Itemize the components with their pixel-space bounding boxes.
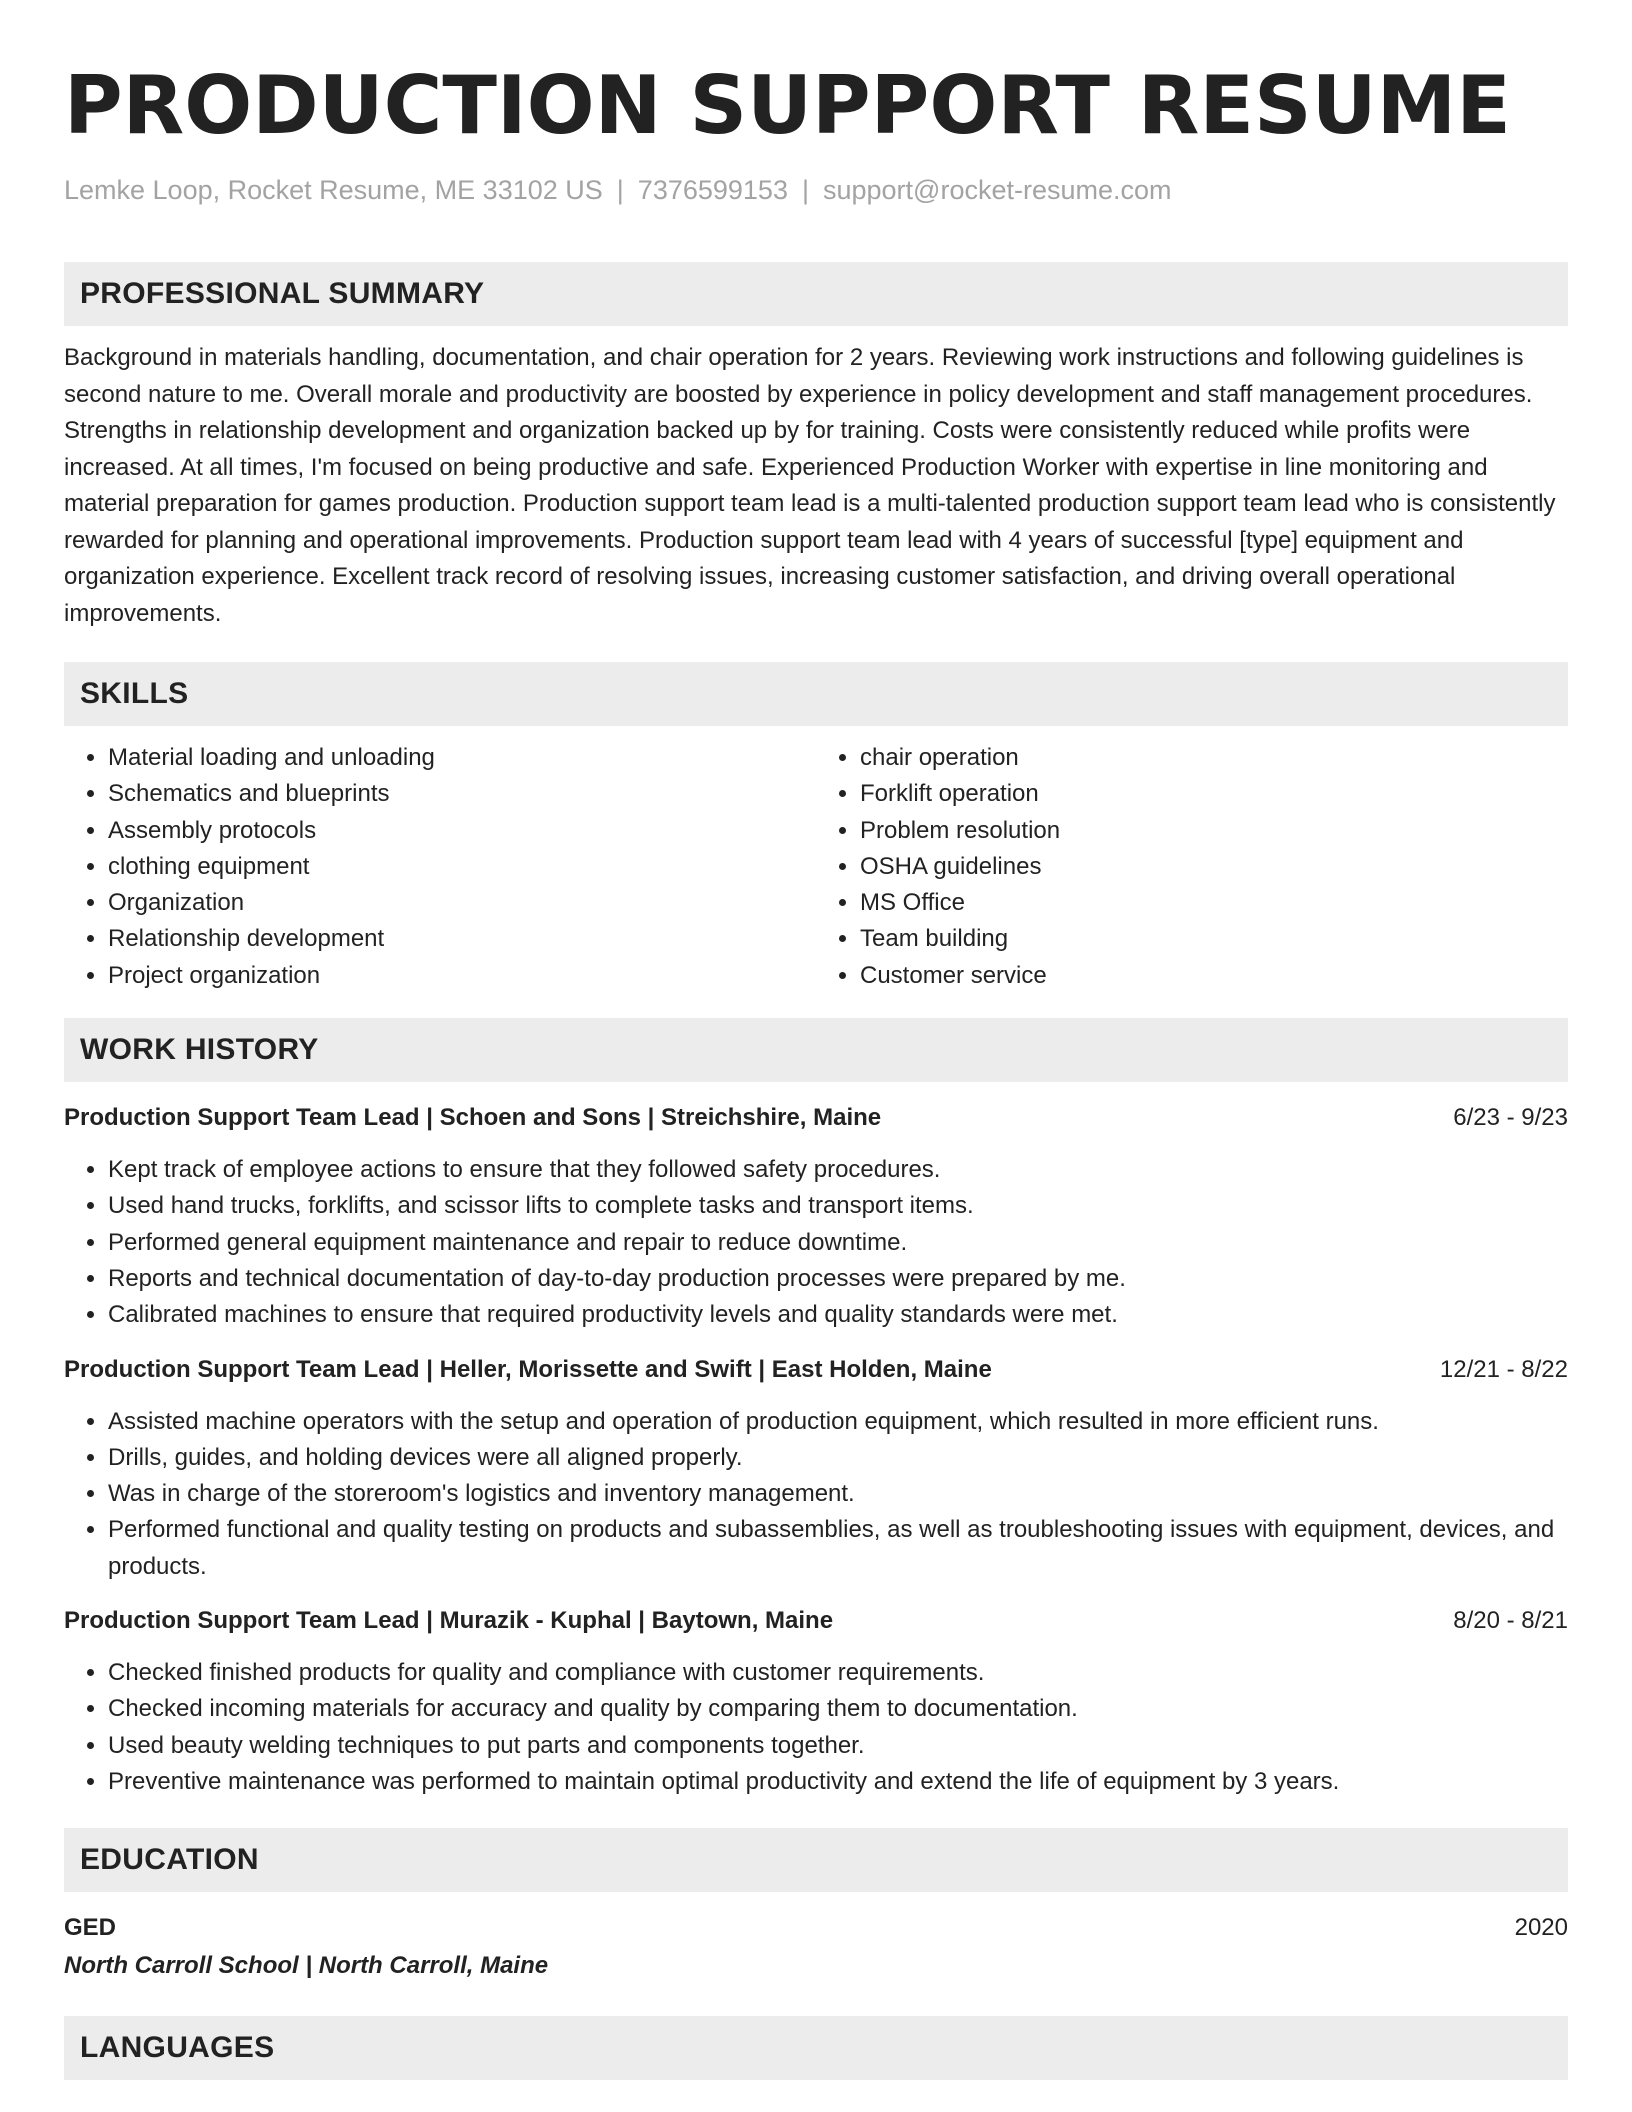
skill-item: • Schematics and blueprints <box>108 776 816 812</box>
contact-separator: | <box>801 175 809 205</box>
skill-item: • Material loading and unloading <box>108 740 816 776</box>
duty-item: • Was in charge of the storeroom's logistics and inventory management. <box>108 1476 1568 1512</box>
section-heading-education: EDUCATION <box>64 1828 1568 1892</box>
duty-item: • Calibrated machines to ensure that required productivity levels and quality standards were met. <box>108 1297 1568 1333</box>
duty-item: • Kept track of employee actions to ensure that they followed safety procedures. <box>108 1152 1568 1188</box>
section-heading-skills: SKILLS <box>64 662 1568 726</box>
skill-item: • Project organization <box>108 958 816 994</box>
skill-item: • MS Office <box>860 885 1568 921</box>
skill-item: • Problem resolution <box>860 813 1568 849</box>
duty-item: • Checked finished products for quality and compliance with customer requirements. <box>108 1655 1568 1691</box>
job-heading: Production Support Team Lead | Murazik - Kuphal | Baytown, Maine <box>64 1607 834 1635</box>
job-header <box>64 1352 1568 1388</box>
section-heading-work-history: WORK HISTORY <box>64 1018 1568 1082</box>
job-header <box>64 1100 1568 1136</box>
skills-column-right <box>816 740 1568 994</box>
job-duties <box>64 1655 1568 1800</box>
contact-separator: | <box>616 175 624 205</box>
resume-title: PRODUCTION SUPPORT RESUME <box>64 59 1511 152</box>
education-degree: GED <box>64 1914 117 1942</box>
contact-address: Lemke Loop, Rocket Resume, ME 33102 US <box>64 175 603 205</box>
contact-phone: 7376599153 <box>637 175 788 205</box>
skill-item: • OSHA guidelines <box>860 849 1568 885</box>
duty-item: • Reports and technical documentation of day-to-day production processes were prepared by me. <box>108 1261 1568 1297</box>
job-dates: 8/20 - 8/21 <box>1453 1607 1568 1635</box>
skill-item: • Assembly protocols <box>108 813 816 849</box>
duty-item: • Checked incoming materials for accuracy and quality by comparing them to documentation. <box>108 1691 1568 1727</box>
duty-item: • Used hand trucks, forklifts, and scissor lifts to complete tasks and transport items. <box>108 1188 1568 1224</box>
skill-item: • Team building <box>860 921 1568 957</box>
job-dates: 12/21 - 8/22 <box>1439 1355 1568 1383</box>
skill-item: • Relationship development <box>108 921 816 957</box>
skills-column-left <box>64 740 816 994</box>
job-dates: 6/23 - 9/23 <box>1453 1104 1568 1132</box>
section-heading-summary: PROFESSIONAL SUMMARY <box>64 262 1568 326</box>
skill-item: • chair operation <box>860 740 1568 776</box>
skill-item: • Customer service <box>860 958 1568 994</box>
job-duties <box>64 1152 1568 1333</box>
duty-item: • Performed functional and quality testing on products and subassemblies, as well as troubleshooting issues with equipment, devices, and products. <box>108 1512 1568 1585</box>
job-entry <box>64 1603 1568 1800</box>
education-year: 2020 <box>1514 1914 1568 1942</box>
skill-item: • Forklift operation <box>860 776 1568 812</box>
duty-item: • Used beauty welding techniques to put parts and components together. <box>108 1728 1568 1764</box>
job-entry <box>64 1100 1568 1333</box>
skill-item: • Organization <box>108 885 816 921</box>
job-duties <box>64 1404 1568 1585</box>
education-header <box>64 1910 1568 1946</box>
job-heading: Production Support Team Lead | Schoen and Sons | Streichshire, Maine <box>64 1104 882 1132</box>
duty-item: • Performed general equipment maintenance and repair to reduce downtime. <box>108 1225 1568 1261</box>
contact-email: support@rocket-resume.com <box>822 175 1172 205</box>
job-header <box>64 1603 1568 1639</box>
contact-line <box>64 172 1568 208</box>
resume-page <box>64 56 1568 2080</box>
skill-item: • clothing equipment <box>108 849 816 885</box>
duty-item: • Preventive maintenance was performed to maintain optimal productivity and extend the life of equipment by 3 years. <box>108 1764 1568 1800</box>
job-entry <box>64 1352 1568 1585</box>
job-heading: Production Support Team Lead | Heller, Morissette and Swift | East Holden, Maine <box>64 1355 992 1383</box>
duty-item: • Drills, guides, and holding devices were all aligned properly. <box>108 1440 1568 1476</box>
skills-list <box>64 740 1568 994</box>
summary-text: Background in materials handling, documentation, and chair operation for 2 years. Reviewing work instructions and following guidelines is second nature to me. Overall morale and productivity are boosted by experience in policy development and staff management procedures. Strengths in relationship development and organization backed up by for training. Costs were consistently reduced while profits were increased. At all times, I'm focused on being productive and safe. Experienced Production Worker with expertise in line monitoring and material preparation for games production. Production support team lead is a multi-talented production support team lead who is consistently rewarded for planning and operational improvements. Production support team lead with 4 years of successful [type] equipment and organization experience. Excellent track record of resolving issues, increasing customer satisfaction, and driving overall operational improvements. <box>64 344 1556 627</box>
education-school: North Carroll School | North Carroll, Maine <box>64 1952 549 1980</box>
section-heading-languages: LANGUAGES <box>64 2016 1568 2080</box>
duty-item: • Assisted machine operators with the setup and operation of production equipment, which resulted in more efficient runs. <box>108 1404 1568 1440</box>
